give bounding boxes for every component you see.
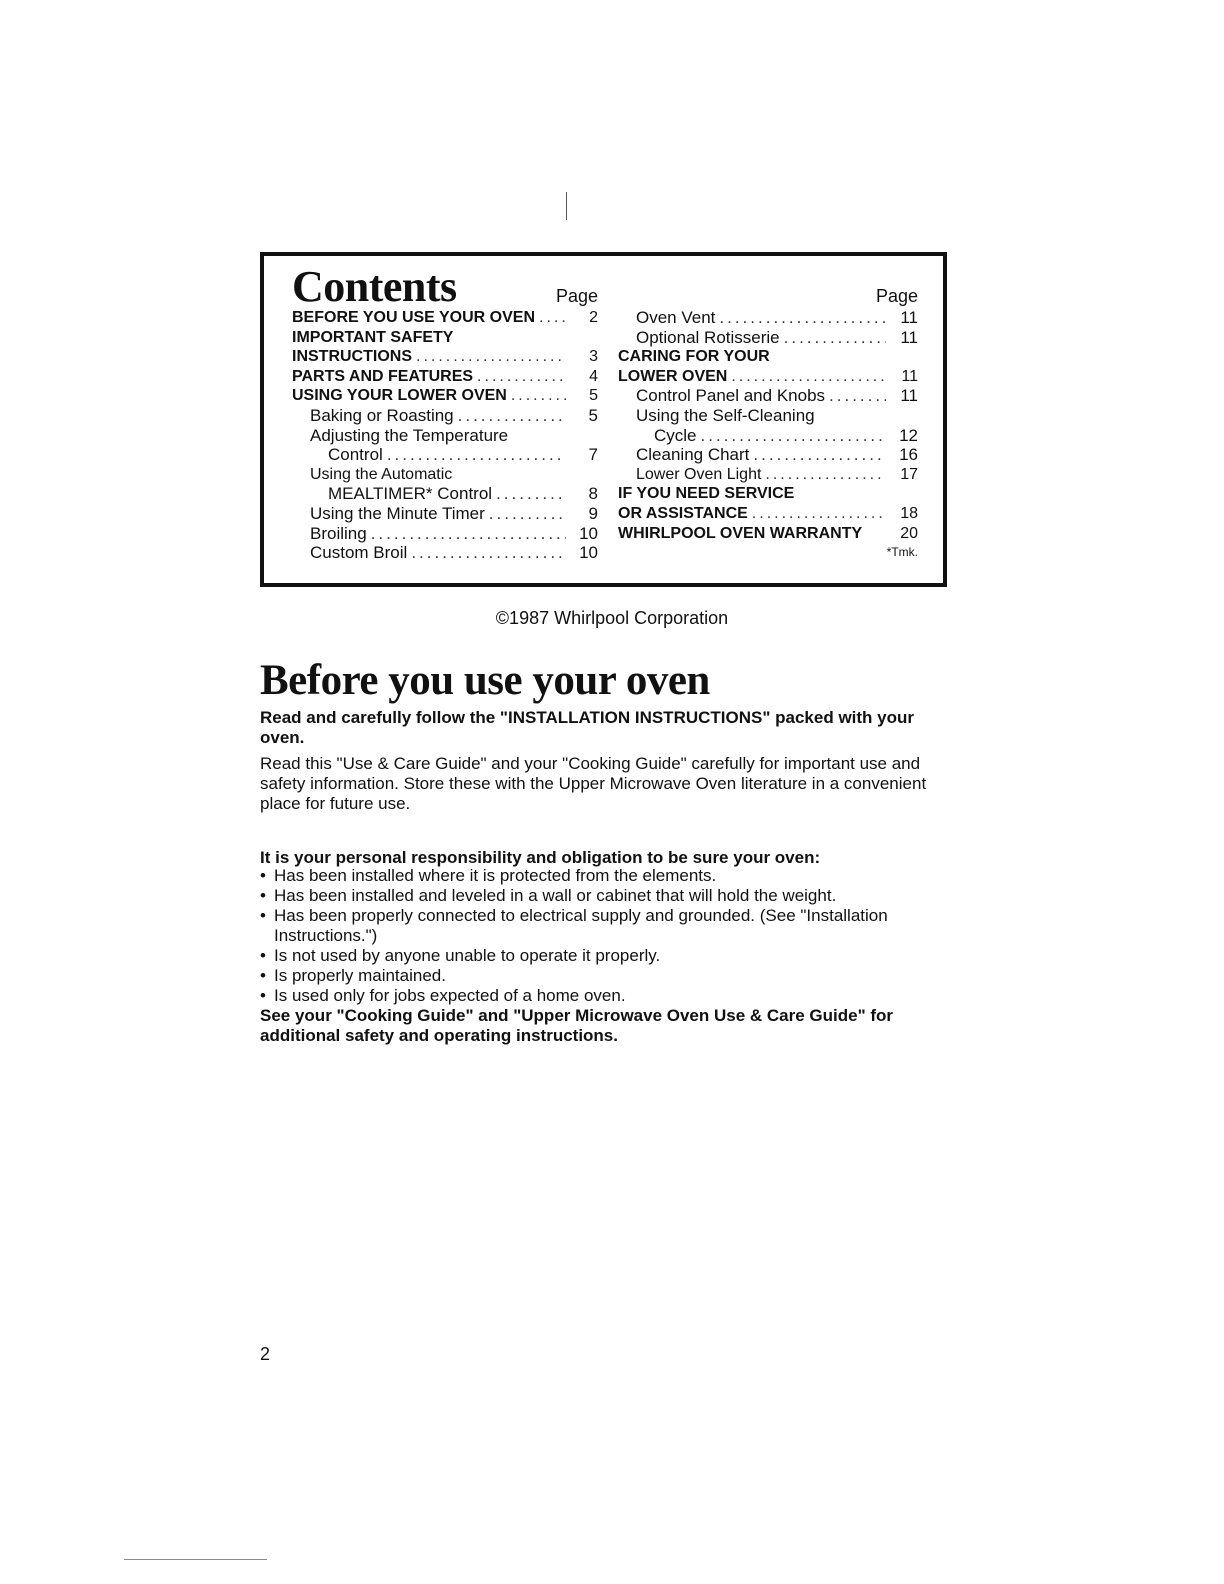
toc-entry-label: Baking or Roasting (310, 405, 454, 425)
toc-entry (618, 386, 918, 406)
responsibility-heading: It is your personal responsibility and obligation to be sure your oven: (260, 848, 821, 867)
toc-entry (292, 445, 598, 465)
toc-entry-page: 5 (588, 405, 598, 425)
toc-entry-label: WHIRLPOOL OVEN WARRANTY (618, 524, 863, 542)
toc-entry (292, 484, 598, 504)
toc-entry-label: IF YOU NEED SERVICE (618, 485, 795, 503)
toc-leader-dots (719, 308, 886, 328)
toc-leader-dots (752, 504, 886, 524)
toc-entry (618, 465, 918, 485)
toc-entry-page: 11 (900, 308, 918, 327)
toc-leader-dots (539, 308, 566, 328)
toc-entry (618, 426, 918, 446)
toc-entry-page: 2 (589, 309, 598, 326)
toc-list-right (618, 308, 918, 543)
toc-leader-dots (784, 328, 886, 348)
toc-entry-label: OR ASSISTANCE (618, 504, 748, 522)
toc-leader-dots (829, 386, 886, 406)
toc-leader-dots (458, 406, 566, 426)
toc-entry-page: 8 (588, 484, 598, 504)
toc-entry-page: 11 (901, 367, 918, 385)
toc-entry-label: USING YOUR LOWER OVEN (292, 387, 507, 405)
page-column-heading-left: Page (555, 286, 598, 306)
toc-entry (618, 445, 918, 465)
toc-entry (618, 484, 918, 504)
toc-entry (292, 543, 598, 563)
toc-leader-dots (489, 504, 566, 524)
contents-box (260, 252, 947, 587)
toc-entry-page: 9 (588, 503, 598, 523)
toc-entry-label: LOWER OVEN (618, 367, 728, 385)
toc-entry-page: 5 (589, 387, 598, 405)
toc-entry-label: Using the Minute Timer (310, 503, 485, 523)
toc-entry (618, 347, 918, 367)
responsibility-list-wrapper (260, 866, 940, 1006)
toc-entry (618, 524, 918, 544)
toc-entry-label: BEFORE YOU USE YOUR OVEN (292, 309, 536, 326)
toc-entry-page: 11 (900, 386, 918, 406)
toc-entry-label: Adjusting the Temperature (310, 425, 509, 445)
trademark-note: *Tmk. (886, 545, 918, 560)
toc-entry-label: CARING FOR YOUR (618, 348, 770, 366)
toc-entry-label: Control (328, 445, 383, 465)
toc-entry-label: Broiling (310, 523, 367, 543)
toc-leader-dots (753, 445, 886, 465)
toc-entry (292, 308, 598, 328)
toc-entry-label: Optional Rotisserie (636, 327, 780, 347)
toc-entry-label: Oven Vent (636, 308, 716, 327)
intro-bold-paragraph: Read and carefully follow the "INSTALLATION INSTRUCTIONS" packed with your oven. (260, 708, 914, 747)
toc-entry-label: Using the Self-Cleaning (636, 405, 815, 425)
toc-entry-label: Using the Automatic (310, 465, 453, 483)
toc-leader-dots (731, 367, 886, 387)
toc-entry-page: 18 (900, 504, 918, 522)
toc-entry-label: Custom Broil (310, 543, 408, 563)
toc-leader-dots (496, 484, 566, 504)
page-number: 2 (260, 1344, 271, 1364)
toc-entry-page: 17 (900, 465, 918, 483)
toc-entry-label: Lower Oven Light (636, 465, 762, 483)
toc-entry-page: 10 (579, 543, 598, 563)
toc-entry (618, 328, 918, 348)
bullet-item: • Has been installed where it is protected from the elements. (260, 866, 940, 886)
contents-left-column (292, 286, 598, 563)
toc-entry (292, 504, 598, 524)
toc-entry-label: INSTRUCTIONS (292, 348, 412, 366)
contents-title: Contents (292, 262, 457, 311)
page-column-heading-right: Page (875, 286, 918, 306)
toc-entry-label: PARTS AND FEATURES (292, 367, 474, 385)
toc-entry-page: 10 (579, 523, 598, 543)
toc-entry (292, 426, 598, 446)
toc-entry (292, 465, 598, 485)
toc-entry-page: 4 (589, 367, 598, 385)
toc-entry (618, 308, 918, 328)
toc-entry-page: 11 (900, 327, 918, 347)
toc-entry-page: 16 (899, 445, 918, 465)
scan-artifact-bottom-line (124, 1559, 267, 1560)
toc-entry (292, 386, 598, 406)
bullet-item: • Is not used by anyone unable to operate it properly. (260, 946, 940, 966)
bullet-item: • Is used only for jobs expected of a home oven. (260, 986, 940, 1006)
toc-entry (292, 347, 598, 367)
scan-artifact-line (566, 192, 567, 220)
toc-entry-page: 3 (589, 348, 598, 366)
closing-bold-paragraph: See your "Cooking Guide" and "Upper Microwave Oven Use & Care Guide" for additional safety and operating instructions. (260, 1006, 894, 1045)
toc-entry-page: 12 (899, 425, 918, 445)
bullet-item: • Has been installed and leveled in a wall or cabinet that will hold the weight. (260, 886, 940, 906)
toc-leader-dots (701, 426, 886, 446)
toc-list-left (292, 308, 598, 563)
toc-entry-label: Cleaning Chart (636, 445, 750, 465)
toc-leader-dots (411, 543, 566, 563)
contents-right-column (618, 286, 918, 559)
toc-leader-dots (416, 347, 566, 367)
toc-entry-label: Cycle (654, 425, 697, 445)
toc-entry (618, 406, 918, 426)
toc-entry (618, 504, 918, 524)
toc-leader-dots (511, 386, 566, 406)
toc-leader-dots (477, 367, 566, 387)
toc-leader-dots (765, 465, 886, 485)
toc-entry (292, 328, 598, 348)
toc-entry-page: 7 (588, 445, 598, 465)
section-title: Before you use your oven (260, 657, 710, 704)
intro-paragraph: Read this "Use & Care Guide" and your "Cooking Guide" carefully for important use and safety information. Store these with the Upper Microwave Oven literature in a convenient place for future use. (260, 754, 927, 813)
toc-entry-label: MEALTIMER* Control (328, 484, 493, 504)
toc-leader-dots (371, 524, 566, 544)
toc-entry (292, 367, 598, 387)
bullet-item: • Is properly maintained. (260, 966, 940, 986)
copyright-line: ©1987 Whirlpool Corporation (495, 608, 729, 628)
bullet-item: • Has been properly connected to electrical supply and grounded. (See "Installation Instructions.") (260, 906, 940, 946)
toc-entry-label: IMPORTANT SAFETY (292, 328, 454, 346)
toc-entry-label: Control Panel and Knobs (636, 386, 826, 406)
toc-entry (292, 524, 598, 544)
toc-entry-page: 20 (900, 524, 918, 542)
toc-entry (292, 406, 598, 426)
responsibility-list (260, 866, 940, 1006)
toc-leader-dots (387, 445, 566, 465)
toc-entry (618, 367, 918, 387)
